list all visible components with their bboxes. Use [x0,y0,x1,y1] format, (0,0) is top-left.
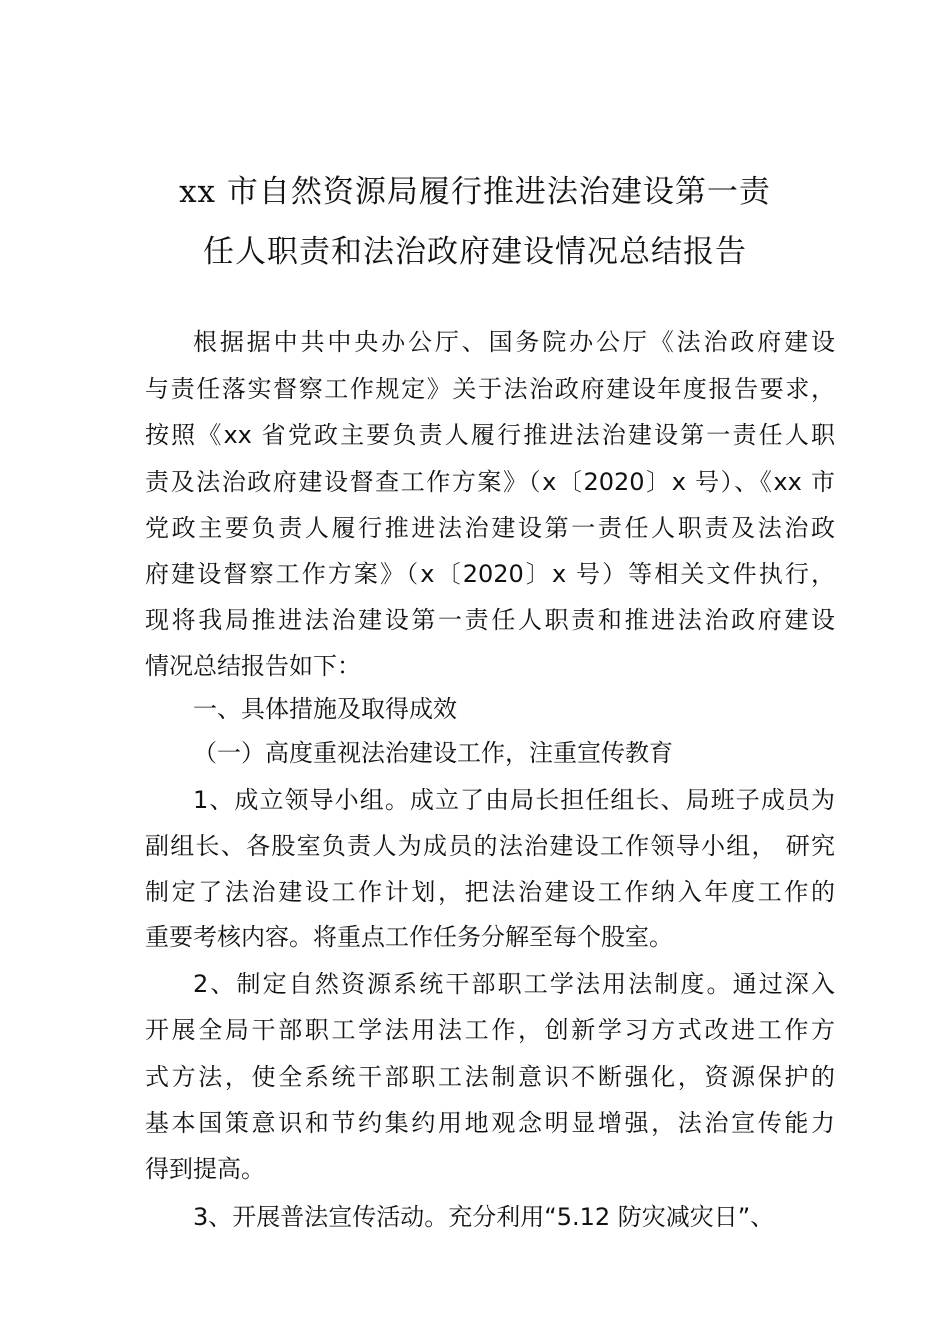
paragraph-line: 得到提高。 [145,1155,265,1183]
paragraph-line: 2、制定自然资源系统干部职工学法用法制度。通过深入 [193,970,835,998]
paragraph-line: 重要考核内容。将重点工作任务分解至每个股室。 [145,923,673,951]
section-heading: 一、具体措施及取得成效 [193,695,457,723]
paragraph-line: 基本国策意识和节约集约用地观念明显增强，法治宣传能力 [145,1109,835,1137]
subsection-heading: （一）高度重视法治建设工作，注重宣传教育 [193,739,673,767]
paragraph-line: 与责任落实督察工作规定》关于法治政府建设年度报告要求， [145,375,835,403]
paragraph-line: 制定了法治建设工作计划，把法治建设工作纳入年度工作的 [145,878,835,906]
paragraph-line: 1、成立领导小组。成立了由局长担任组长、局班子成员为 [193,786,835,814]
paragraph-line: 现将我局推进法治建设第一责任人职责和推进法治政府建设 [145,606,835,634]
document-title-line-2: 任人职责和法治政府建设情况总结报告 [203,234,747,270]
paragraph-line: 式方法，使全系统干部职工法制意识不断强化，资源保护的 [145,1063,835,1091]
paragraph-line: 党政主要负责人履行推进法治建设第一责任人职责及法治政 [145,514,835,542]
paragraph-line: 责及法治政府建设督查工作方案》（x〔2020〕x 号）、《xx 市 [145,468,835,496]
paragraph-line: 3、开展普法宣传活动。充分利用“5.12 防灾减灾日”、 [193,1203,775,1231]
paragraph-line: 按照《xx 省党政主要负责人履行推进法治建设第一责任人职 [145,421,835,449]
paragraph-line: 根据据中共中央办公厅、国务院办公厅《法治政府建设 [193,328,835,356]
paragraph-line: 开展全局干部职工学法用法工作，创新学习方式改进工作方 [145,1016,835,1044]
paragraph-line: 情况总结报告如下： [145,652,361,680]
paragraph-line: 府建设督察工作方案》（x〔2020〕x 号）等相关文件执行， [145,560,835,588]
document-title-line-1: xx 市自然资源局履行推进法治建设第一责 [179,174,771,210]
paragraph-line: 副组长、各股室负责人为成员的法治建设工作领导小组， 研究 [145,832,835,860]
